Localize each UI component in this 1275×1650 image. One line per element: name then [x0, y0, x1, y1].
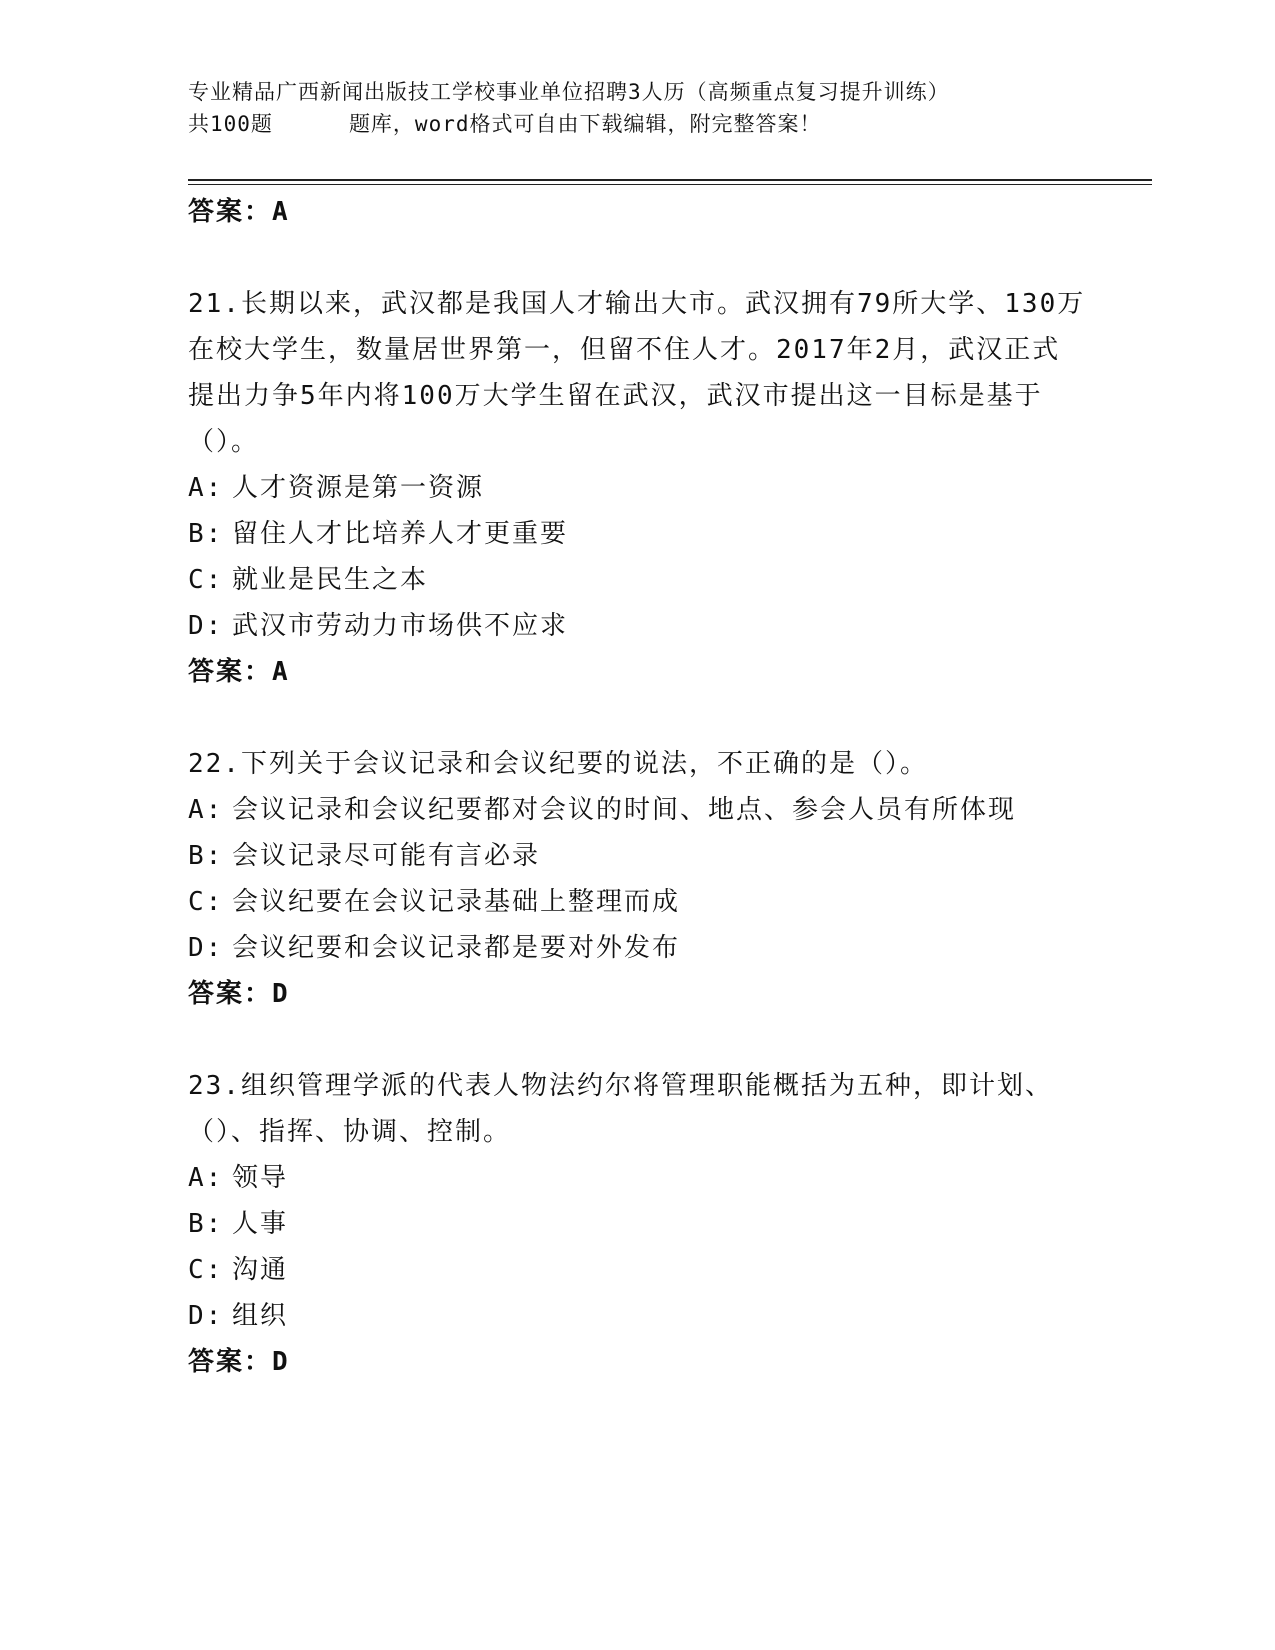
option-text: 武汉市劳动力市场供不应求 — [232, 611, 569, 641]
option-a — [188, 1155, 1148, 1201]
header-description: 题库，word格式可自由下载编辑，附完整答案！ — [348, 112, 822, 136]
option-text: 领导 — [232, 1163, 289, 1193]
question-stem: 23.组织管理学派的代表人物法约尔将管理职能概括为五种，即计划、（）、指挥、协调、控制。 — [188, 1071, 1053, 1147]
option-text: 就业是民生之本 — [232, 565, 429, 595]
option-letter: A: — [188, 795, 224, 825]
answer-line: 答案：D — [188, 979, 290, 1009]
header-question-count: 共100题 — [188, 112, 273, 136]
option-letter: C: — [188, 1255, 224, 1285]
option-letter: C: — [188, 887, 224, 917]
option-text: 人事 — [232, 1209, 289, 1239]
option-letter: D: — [188, 1301, 224, 1331]
question-item — [188, 741, 1148, 1017]
option-letter: D: — [188, 611, 224, 641]
option-text: 人才资源是第一资源 — [232, 473, 485, 503]
option-a — [188, 465, 1148, 511]
option-a — [188, 787, 1148, 833]
question-stem: 21.长期以来，武汉都是我国人才输出大市。武汉拥有79所大学、130万在校大学生，数量居世界第一，但留不住人才。2017年2月，武汉正式提出力争5年内将100万大学生留在武汉，武汉市提出这一目标是基于（）。 — [188, 289, 1086, 457]
page-header — [188, 76, 1148, 140]
answer-line: 答案：D — [188, 1347, 290, 1377]
question-list — [188, 189, 1148, 1385]
option-c — [188, 879, 1148, 925]
option-letter: B: — [188, 519, 224, 549]
header-divider — [188, 179, 1152, 181]
answer-line: 答案：A — [188, 657, 290, 687]
option-letter: A: — [188, 1163, 224, 1193]
option-d — [188, 925, 1148, 971]
option-d — [188, 603, 1148, 649]
option-b — [188, 1201, 1148, 1247]
option-letter: B: — [188, 841, 224, 871]
option-text: 会议纪要在会议记录基础上整理而成 — [232, 887, 681, 917]
option-letter: B: — [188, 1209, 224, 1239]
option-letter: A: — [188, 473, 224, 503]
option-letter: D: — [188, 933, 224, 963]
option-b — [188, 833, 1148, 879]
option-b — [188, 511, 1148, 557]
question-stem: 22.下列关于会议记录和会议纪要的说法，不正确的是（）。 — [188, 749, 928, 779]
option-text: 会议纪要和会议记录都是要对外发布 — [232, 933, 681, 963]
answer-line: 答案：A — [188, 197, 290, 227]
option-d — [188, 1293, 1148, 1339]
option-text: 组织 — [232, 1301, 289, 1331]
option-c — [188, 1247, 1148, 1293]
header-divider-thin — [188, 184, 1152, 185]
header-subtitle — [188, 108, 1148, 140]
header-title: 专业精品广西新闻出版技工学校事业单位招聘3人历（高频重点复习提升训练） — [188, 80, 950, 104]
option-text: 沟通 — [232, 1255, 289, 1285]
question-item — [188, 1063, 1148, 1385]
option-letter: C: — [188, 565, 224, 595]
option-text: 留住人才比培养人才更重要 — [232, 519, 569, 549]
option-text: 会议记录尽可能有言必录 — [232, 841, 541, 871]
option-c — [188, 557, 1148, 603]
option-text: 会议记录和会议纪要都对会议的时间、地点、参会人员有所体现 — [232, 795, 1017, 825]
question-item — [188, 281, 1148, 695]
